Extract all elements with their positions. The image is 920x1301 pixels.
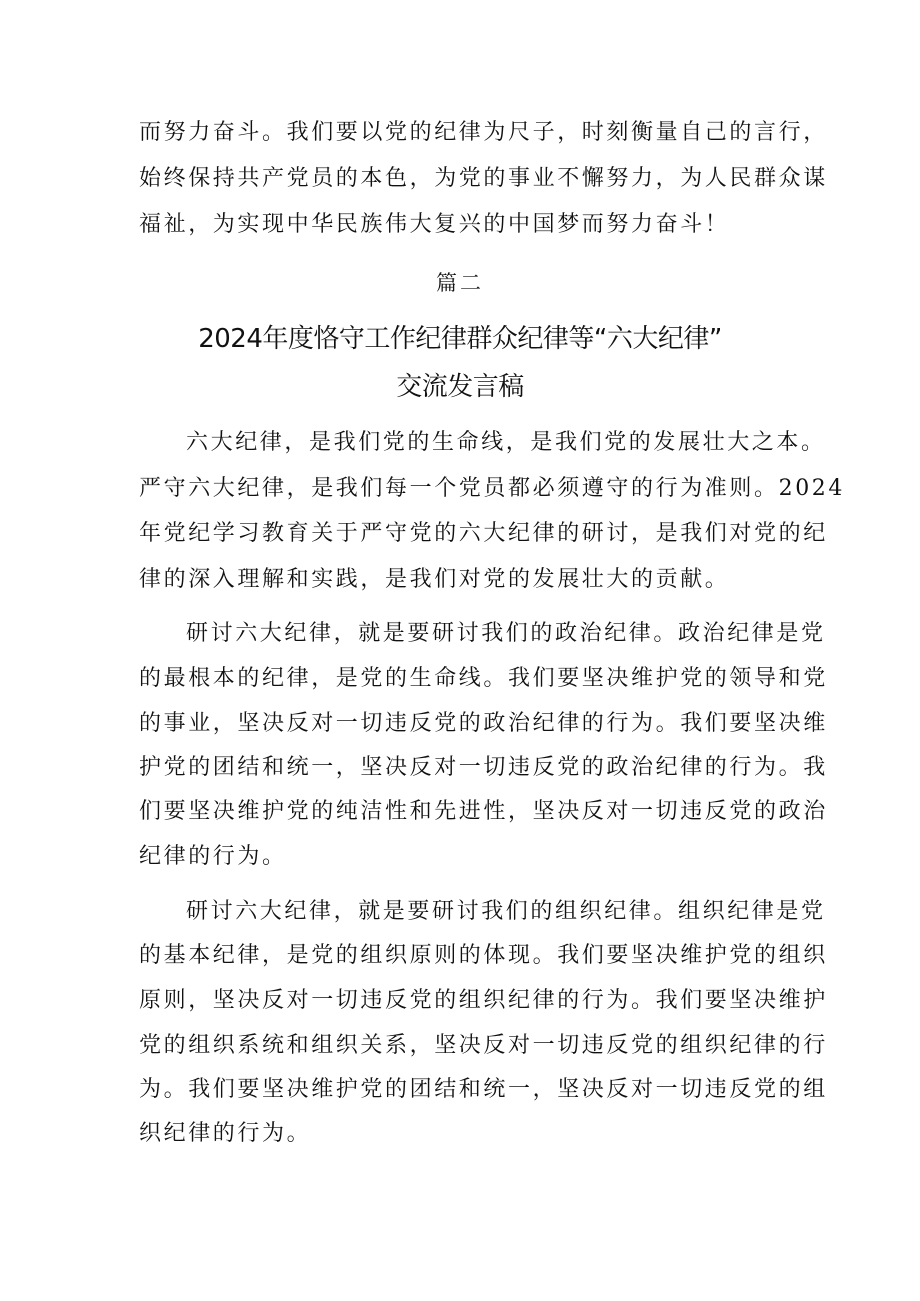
paragraph-2-line-6: 纪律的行为。 [139,844,287,869]
paragraph-3-line-4: 党的组织系统和组织关系，坚决反对一切违反党的组织纪律的行 [139,1033,828,1058]
title-line-1: 2024年度恪守工作纪律群众纪律等“六大纪律” [198,324,722,354]
intro-line-2: 始终保持共产党员的本色，为党的事业不懈努力，为人民群众谋 [139,166,828,191]
paragraph-2-line-1: 研讨六大纪律，就是要研讨我们的政治纪律。政治纪律是党 [186,621,826,646]
paragraph-2-line-4: 护党的团结和统一，坚决反对一切违反党的政治纪律的行为。我 [139,755,828,780]
paragraph-1-line-2: 严守六大纪律，是我们每一个党员都必须遵守的行为准则。2024 [139,476,845,501]
paragraph-1-line-1: 六大纪律，是我们党的生命线，是我们党的发展壮大之本。 [186,430,826,455]
paragraph-2-line-3: 的事业，坚决反对一切违反党的政治纪律的行为。我们要坚决维 [139,711,828,736]
paragraph-1-line-4: 律的深入理解和实践，是我们对党的发展壮大的贡献。 [139,567,730,592]
section-label: 篇二 [436,271,484,295]
paragraph-3-line-2: 的基本纪律，是党的组织原则的体现。我们要坚决维护党的组织 [139,943,828,968]
paragraph-1-line-3: 年党纪学习教育关于严守党的六大纪律的研讨，是我们对党的纪 [139,521,828,546]
intro-line-3: 福祉，为实现中华民族伟大复兴的中国梦而努力奋斗！ [139,212,730,237]
paragraph-2-line-5: 们要坚决维护党的纯洁性和先进性，坚决反对一切违反党的政治 [139,799,828,824]
paragraph-2-line-2: 的最根本的纪律，是党的生命线。我们要坚决维护党的领导和党 [139,666,828,691]
title-line-2: 交流发言稿 [396,372,524,402]
intro-line-1: 而努力奋斗。我们要以党的纪律为尺子，时刻衡量自己的言行， [139,120,828,145]
paragraph-3-line-5: 为。我们要坚决维护党的团结和统一，坚决反对一切违反党的组 [139,1077,828,1102]
paragraph-3-line-3: 原则，坚决反对一切违反党的组织纪律的行为。我们要坚决维护 [139,988,828,1013]
paragraph-3-line-6: 织纪律的行为。 [139,1121,312,1146]
paragraph-3-line-1: 研讨六大纪律，就是要研讨我们的组织纪律。组织纪律是党 [186,899,826,924]
